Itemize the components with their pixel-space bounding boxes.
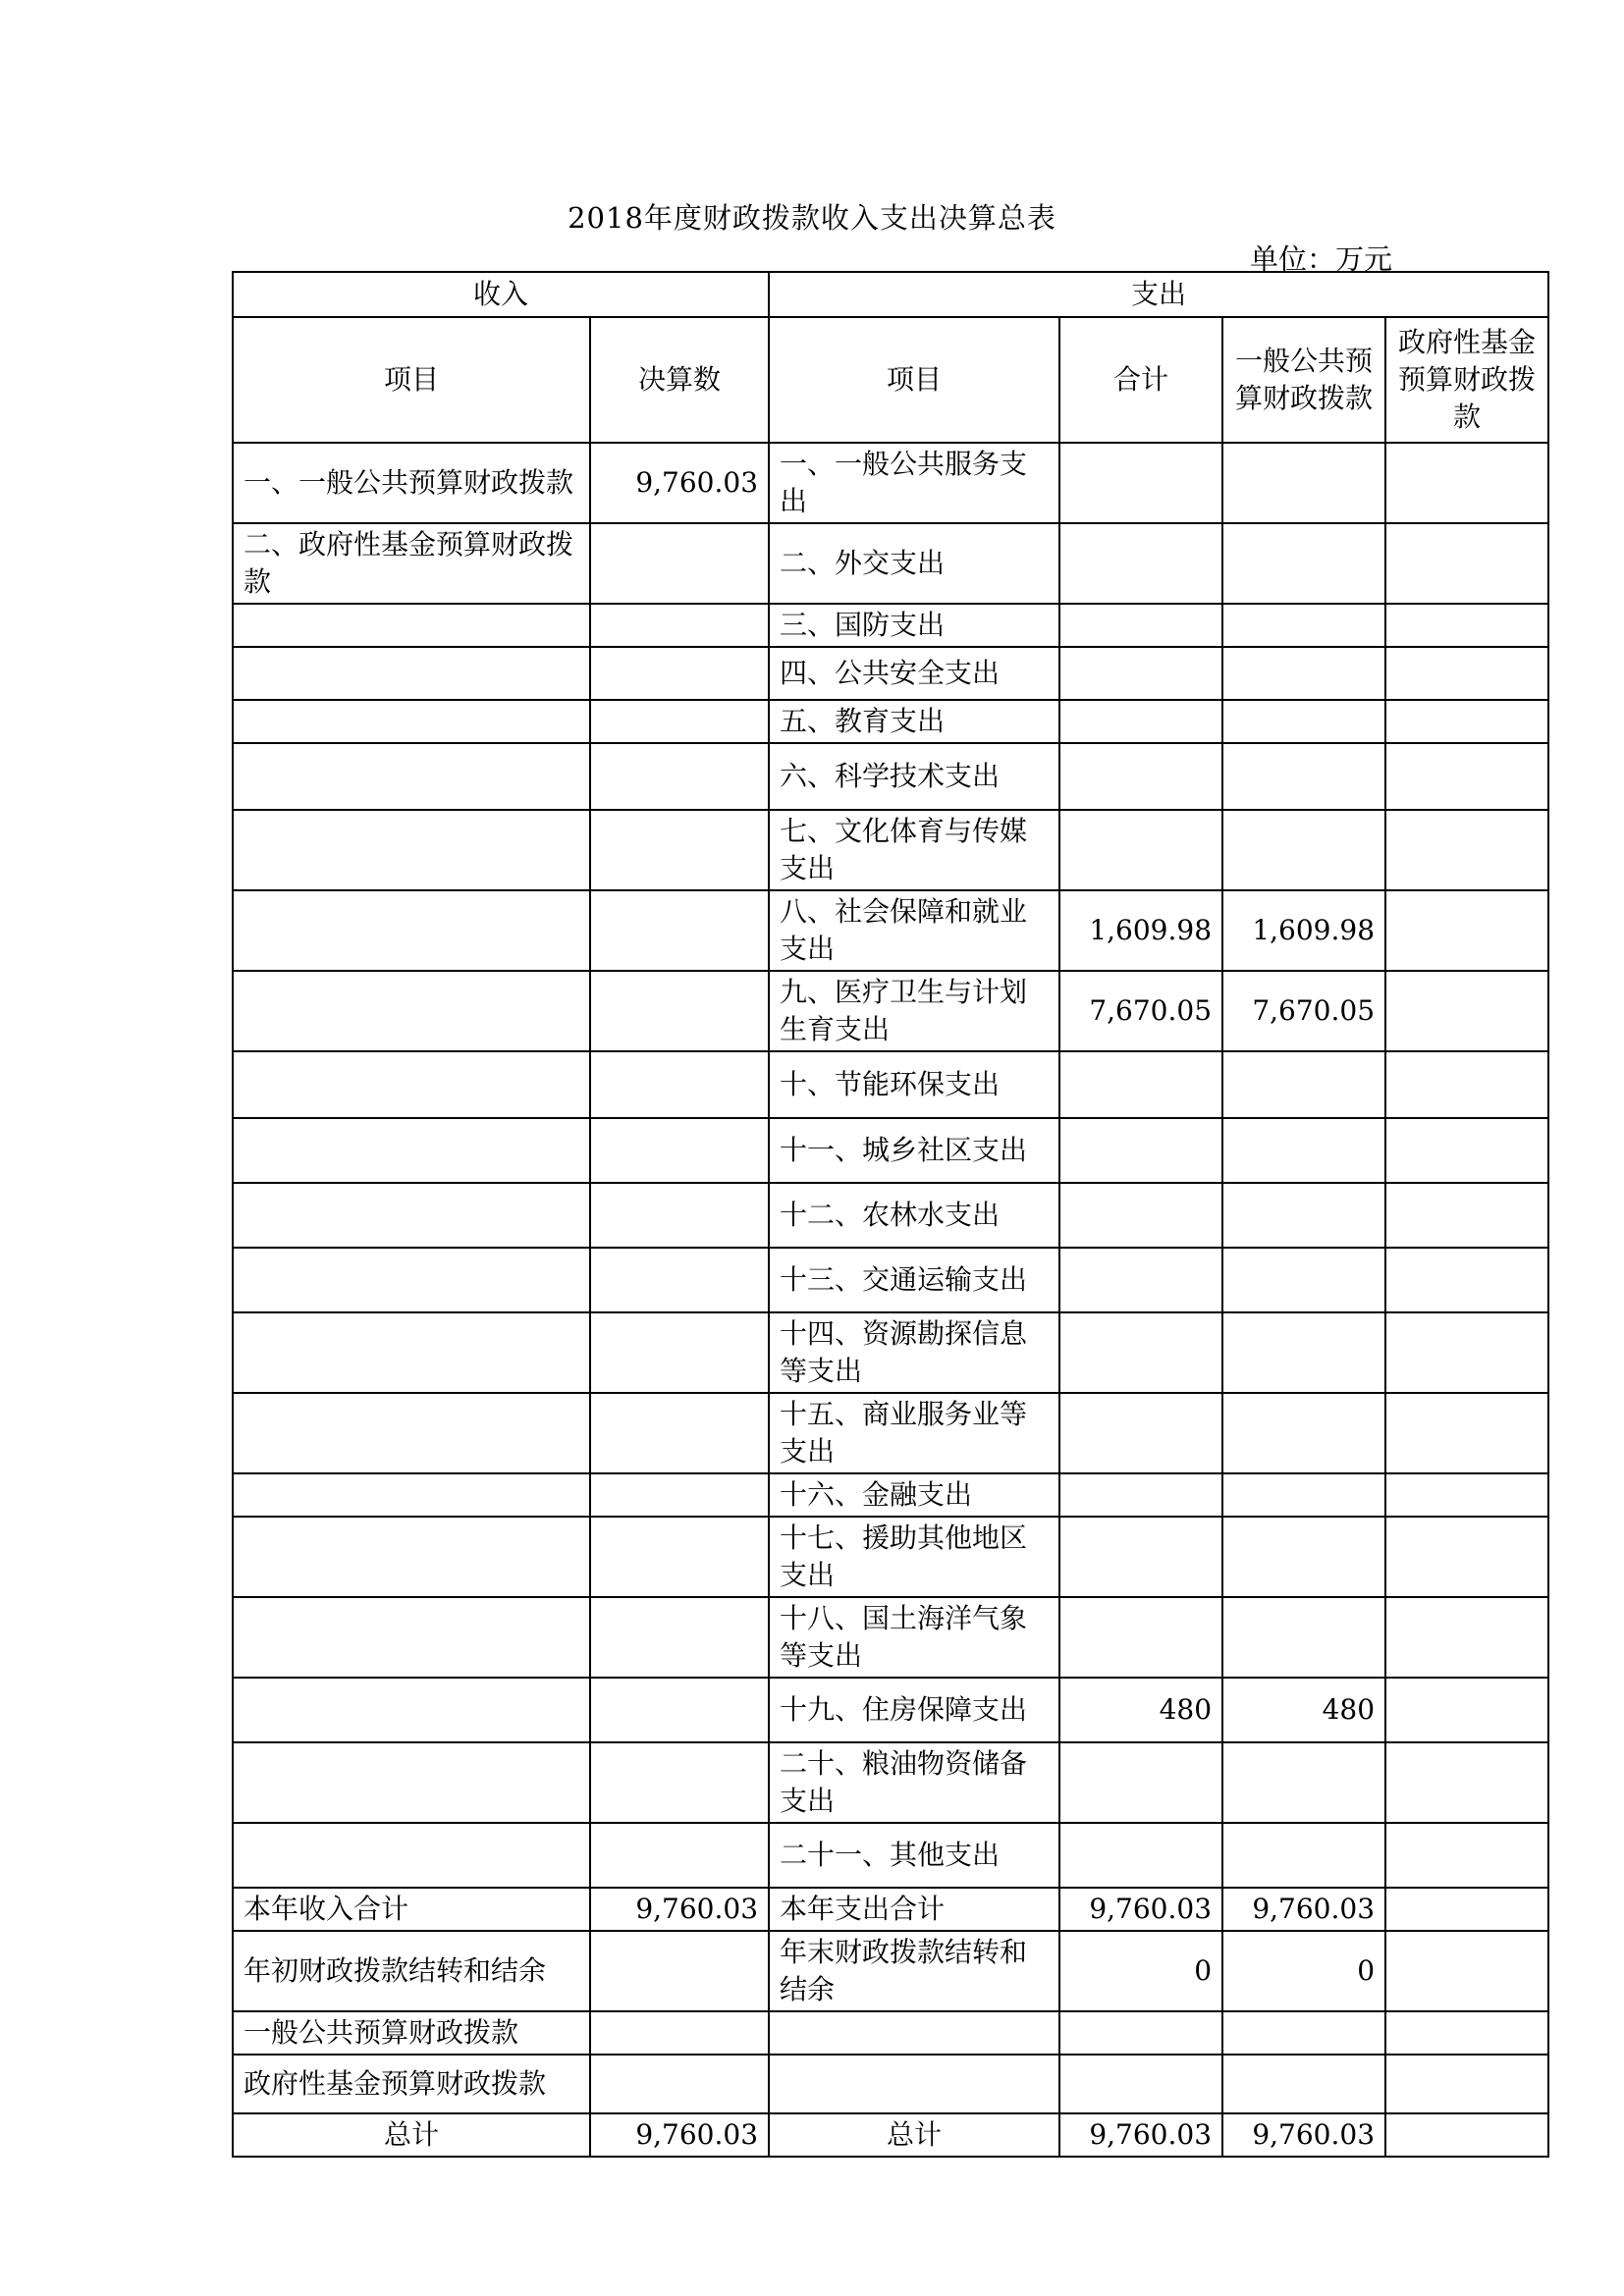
income-amount-cell	[590, 1678, 769, 1742]
total-cell: 0	[1059, 1931, 1222, 2011]
table-row	[233, 1473, 1548, 1517]
income-item-cell: 一、一般公共预算财政拨款	[233, 443, 590, 523]
income-amount-cell	[590, 1473, 769, 1517]
general-budget-cell	[1222, 1597, 1385, 1678]
income-item-cell	[233, 1678, 590, 1742]
table-row	[233, 1742, 1548, 1823]
general-budget-cell	[1222, 1393, 1385, 1473]
table-row	[233, 1888, 1548, 1931]
general-budget-cell	[1222, 1312, 1385, 1393]
expense-item-cell: 二十一、其他支出	[769, 1823, 1059, 1888]
general-budget-cell	[1222, 1051, 1385, 1118]
fund-budget-cell	[1385, 1473, 1548, 1517]
table-row	[233, 1118, 1548, 1183]
general-budget-cell	[1222, 1823, 1385, 1888]
income-amount-cell: 9,760.03	[590, 443, 769, 523]
income-amount-cell	[590, 1742, 769, 1823]
table-row	[233, 2011, 1548, 2055]
total-cell	[1059, 1312, 1222, 1393]
general-budget-cell	[1222, 1742, 1385, 1823]
fund-budget-cell	[1385, 1248, 1548, 1312]
income-item-cell: 总计	[233, 2113, 590, 2157]
fund-budget-cell	[1385, 1742, 1548, 1823]
table-row	[233, 1312, 1548, 1393]
expense-item-cell: 十六、金融支出	[769, 1473, 1059, 1517]
income-amount-cell	[590, 604, 769, 647]
total-cell	[1059, 1473, 1222, 1517]
expense-item-cell: 二、外交支出	[769, 523, 1059, 604]
income-amount-header: 决算数	[590, 317, 769, 443]
table-row	[233, 1678, 1548, 1742]
expense-item-cell: 十五、商业服务业等支出	[769, 1393, 1059, 1473]
general-budget-cell	[1222, 810, 1385, 890]
fund-budget-cell	[1385, 523, 1548, 604]
table-row	[233, 1597, 1548, 1678]
fund-budget-cell	[1385, 1183, 1548, 1248]
total-header: 合计	[1059, 317, 1222, 443]
total-cell	[1059, 2011, 1222, 2055]
total-cell: 9,760.03	[1059, 2113, 1222, 2157]
income-amount-cell	[590, 1393, 769, 1473]
income-item-cell	[233, 1312, 590, 1393]
expense-item-cell: 四、公共安全支出	[769, 647, 1059, 700]
total-cell	[1059, 700, 1222, 743]
income-item-cell: 二、政府性基金预算财政拨款	[233, 523, 590, 604]
expense-item-cell: 本年支出合计	[769, 1888, 1059, 1931]
expense-section-header: 支出	[769, 272, 1548, 317]
expense-item-cell: 年末财政拨款结转和结余	[769, 1931, 1059, 2011]
total-cell: 1,609.98	[1059, 890, 1222, 971]
fund-budget-cell	[1385, 1051, 1548, 1118]
income-amount-cell	[590, 1248, 769, 1312]
table-row	[233, 604, 1548, 647]
income-amount-cell	[590, 743, 769, 810]
expense-item-cell: 一、一般公共服务支出	[769, 443, 1059, 523]
income-item-cell	[233, 1597, 590, 1678]
fund-budget-cell	[1385, 443, 1548, 523]
expense-item-cell: 十二、农林水支出	[769, 1183, 1059, 1248]
income-item-cell: 一般公共预算财政拨款	[233, 2011, 590, 2055]
general-budget-cell: 480	[1222, 1678, 1385, 1742]
budget-table	[232, 271, 1549, 2158]
total-cell: 7,670.05	[1059, 971, 1222, 1051]
fund-budget-cell	[1385, 1678, 1548, 1742]
section-header-row	[233, 272, 1548, 317]
general-budget-cell	[1222, 1118, 1385, 1183]
income-amount-cell	[590, 1118, 769, 1183]
fund-budget-cell	[1385, 1393, 1548, 1473]
fund-budget-cell	[1385, 2011, 1548, 2055]
table-row	[233, 523, 1548, 604]
income-item-cell	[233, 647, 590, 700]
income-item-cell	[233, 700, 590, 743]
fund-budget-cell	[1385, 1823, 1548, 1888]
fund-budget-cell	[1385, 810, 1548, 890]
table-row	[233, 1183, 1548, 1248]
table-row	[233, 890, 1548, 971]
fund-budget-cell	[1385, 2113, 1548, 2157]
column-header-row	[233, 317, 1548, 443]
expense-item-cell: 十三、交通运输支出	[769, 1248, 1059, 1312]
fund-budget-cell	[1385, 890, 1548, 971]
expense-item-cell: 三、国防支出	[769, 604, 1059, 647]
total-cell: 9,760.03	[1059, 1888, 1222, 1931]
general-budget-header: 一般公共预算财政拨款	[1222, 317, 1385, 443]
general-budget-cell: 9,760.03	[1222, 2113, 1385, 2157]
income-amount-cell	[590, 1931, 769, 2011]
table-row	[233, 971, 1548, 1051]
income-amount-cell	[590, 1312, 769, 1393]
income-amount-cell	[590, 2011, 769, 2055]
total-cell	[1059, 1393, 1222, 1473]
table-row	[233, 743, 1548, 810]
expense-item-cell: 十九、住房保障支出	[769, 1678, 1059, 1742]
fund-budget-cell	[1385, 647, 1548, 700]
total-cell	[1059, 1118, 1222, 1183]
general-budget-cell	[1222, 2011, 1385, 2055]
general-budget-cell	[1222, 443, 1385, 523]
expense-item-cell	[769, 2055, 1059, 2113]
total-cell	[1059, 604, 1222, 647]
income-amount-cell	[590, 1823, 769, 1888]
expense-item-header: 项目	[769, 317, 1059, 443]
total-cell	[1059, 1183, 1222, 1248]
income-amount-cell	[590, 1051, 769, 1118]
table-row	[233, 1051, 1548, 1118]
total-cell	[1059, 523, 1222, 604]
income-item-cell	[233, 1517, 590, 1597]
fund-budget-cell	[1385, 1118, 1548, 1183]
table-row	[233, 1823, 1548, 1888]
income-amount-cell	[590, 810, 769, 890]
income-item-cell	[233, 604, 590, 647]
income-item-cell	[233, 890, 590, 971]
table-row	[233, 1931, 1548, 2011]
general-budget-cell: 0	[1222, 1931, 1385, 2011]
total-cell	[1059, 1517, 1222, 1597]
general-budget-cell	[1222, 1183, 1385, 1248]
table-row	[233, 1393, 1548, 1473]
income-item-cell: 政府性基金预算财政拨款	[233, 2055, 590, 2113]
general-budget-cell	[1222, 2055, 1385, 2113]
unit-label: 单位：万元	[1249, 242, 1392, 276]
income-item-cell	[233, 1118, 590, 1183]
general-budget-cell	[1222, 743, 1385, 810]
total-cell	[1059, 1742, 1222, 1823]
fund-budget-cell	[1385, 2055, 1548, 2113]
general-budget-cell: 9,760.03	[1222, 1888, 1385, 1931]
fund-budget-cell	[1385, 1312, 1548, 1393]
total-cell	[1059, 443, 1222, 523]
fund-budget-cell	[1385, 1517, 1548, 1597]
total-cell	[1059, 647, 1222, 700]
general-budget-cell	[1222, 1517, 1385, 1597]
general-budget-cell	[1222, 523, 1385, 604]
general-budget-cell	[1222, 700, 1385, 743]
income-item-cell	[233, 1473, 590, 1517]
expense-item-cell: 五、教育支出	[769, 700, 1059, 743]
income-amount-cell	[590, 1597, 769, 1678]
general-budget-cell: 1,609.98	[1222, 890, 1385, 971]
income-amount-cell	[590, 523, 769, 604]
income-item-cell	[233, 1742, 590, 1823]
fund-budget-header: 政府性基金预算财政拨款	[1385, 317, 1548, 443]
income-amount-cell	[590, 1183, 769, 1248]
income-item-cell	[233, 1248, 590, 1312]
income-amount-cell: 9,760.03	[590, 2113, 769, 2157]
table-row	[233, 1517, 1548, 1597]
total-cell	[1059, 743, 1222, 810]
income-item-cell: 年初财政拨款结转和结余	[233, 1931, 590, 2011]
table-row	[233, 810, 1548, 890]
total-cell: 480	[1059, 1678, 1222, 1742]
income-item-cell	[233, 1183, 590, 1248]
total-cell	[1059, 2055, 1222, 2113]
expense-item-cell: 十七、援助其他地区支出	[769, 1517, 1059, 1597]
table-row	[233, 2055, 1548, 2113]
income-amount-cell	[590, 2055, 769, 2113]
total-cell	[1059, 1597, 1222, 1678]
income-item-cell	[233, 971, 590, 1051]
table-row	[233, 2113, 1548, 2157]
income-item-cell	[233, 1051, 590, 1118]
page-title: 2018年度财政拨款收入支出决算总表	[568, 201, 1056, 235]
expense-item-cell	[769, 2011, 1059, 2055]
income-amount-cell	[590, 890, 769, 971]
total-cell	[1059, 810, 1222, 890]
expense-item-cell: 七、文化体育与传媒支出	[769, 810, 1059, 890]
table-row	[233, 647, 1548, 700]
fund-budget-cell	[1385, 1888, 1548, 1931]
table-row	[233, 700, 1548, 743]
expense-item-cell: 九、医疗卫生与计划生育支出	[769, 971, 1059, 1051]
table-row	[233, 1248, 1548, 1312]
income-item-cell	[233, 1393, 590, 1473]
income-amount-cell	[590, 1517, 769, 1597]
expense-item-cell: 十一、城乡社区支出	[769, 1118, 1059, 1183]
income-amount-cell	[590, 971, 769, 1051]
fund-budget-cell	[1385, 1597, 1548, 1678]
income-amount-cell	[590, 647, 769, 700]
expense-item-cell: 六、科学技术支出	[769, 743, 1059, 810]
income-item-cell	[233, 743, 590, 810]
expense-item-cell: 八、社会保障和就业支出	[769, 890, 1059, 971]
expense-item-cell: 十四、资源勘探信息等支出	[769, 1312, 1059, 1393]
total-cell	[1059, 1248, 1222, 1312]
expense-item-cell: 十八、国土海洋气象等支出	[769, 1597, 1059, 1678]
general-budget-cell	[1222, 1473, 1385, 1517]
expense-item-cell: 二十、粮油物资储备支出	[769, 1742, 1059, 1823]
fund-budget-cell	[1385, 1931, 1548, 2011]
general-budget-cell	[1222, 647, 1385, 700]
fund-budget-cell	[1385, 743, 1548, 810]
fund-budget-cell	[1385, 700, 1548, 743]
income-section-header: 收入	[233, 272, 769, 317]
table-body	[233, 443, 1548, 2157]
income-item-cell	[233, 1823, 590, 1888]
income-item-cell	[233, 810, 590, 890]
fund-budget-cell	[1385, 971, 1548, 1051]
general-budget-cell	[1222, 1248, 1385, 1312]
general-budget-cell: 7,670.05	[1222, 971, 1385, 1051]
general-budget-cell	[1222, 604, 1385, 647]
total-cell	[1059, 1823, 1222, 1888]
fund-budget-cell	[1385, 604, 1548, 647]
income-item-cell: 本年收入合计	[233, 1888, 590, 1931]
table-row	[233, 443, 1548, 523]
total-cell	[1059, 1051, 1222, 1118]
expense-item-cell: 十、节能环保支出	[769, 1051, 1059, 1118]
expense-item-cell: 总计	[769, 2113, 1059, 2157]
income-amount-cell: 9,760.03	[590, 1888, 769, 1931]
income-item-header: 项目	[233, 317, 590, 443]
income-amount-cell	[590, 700, 769, 743]
